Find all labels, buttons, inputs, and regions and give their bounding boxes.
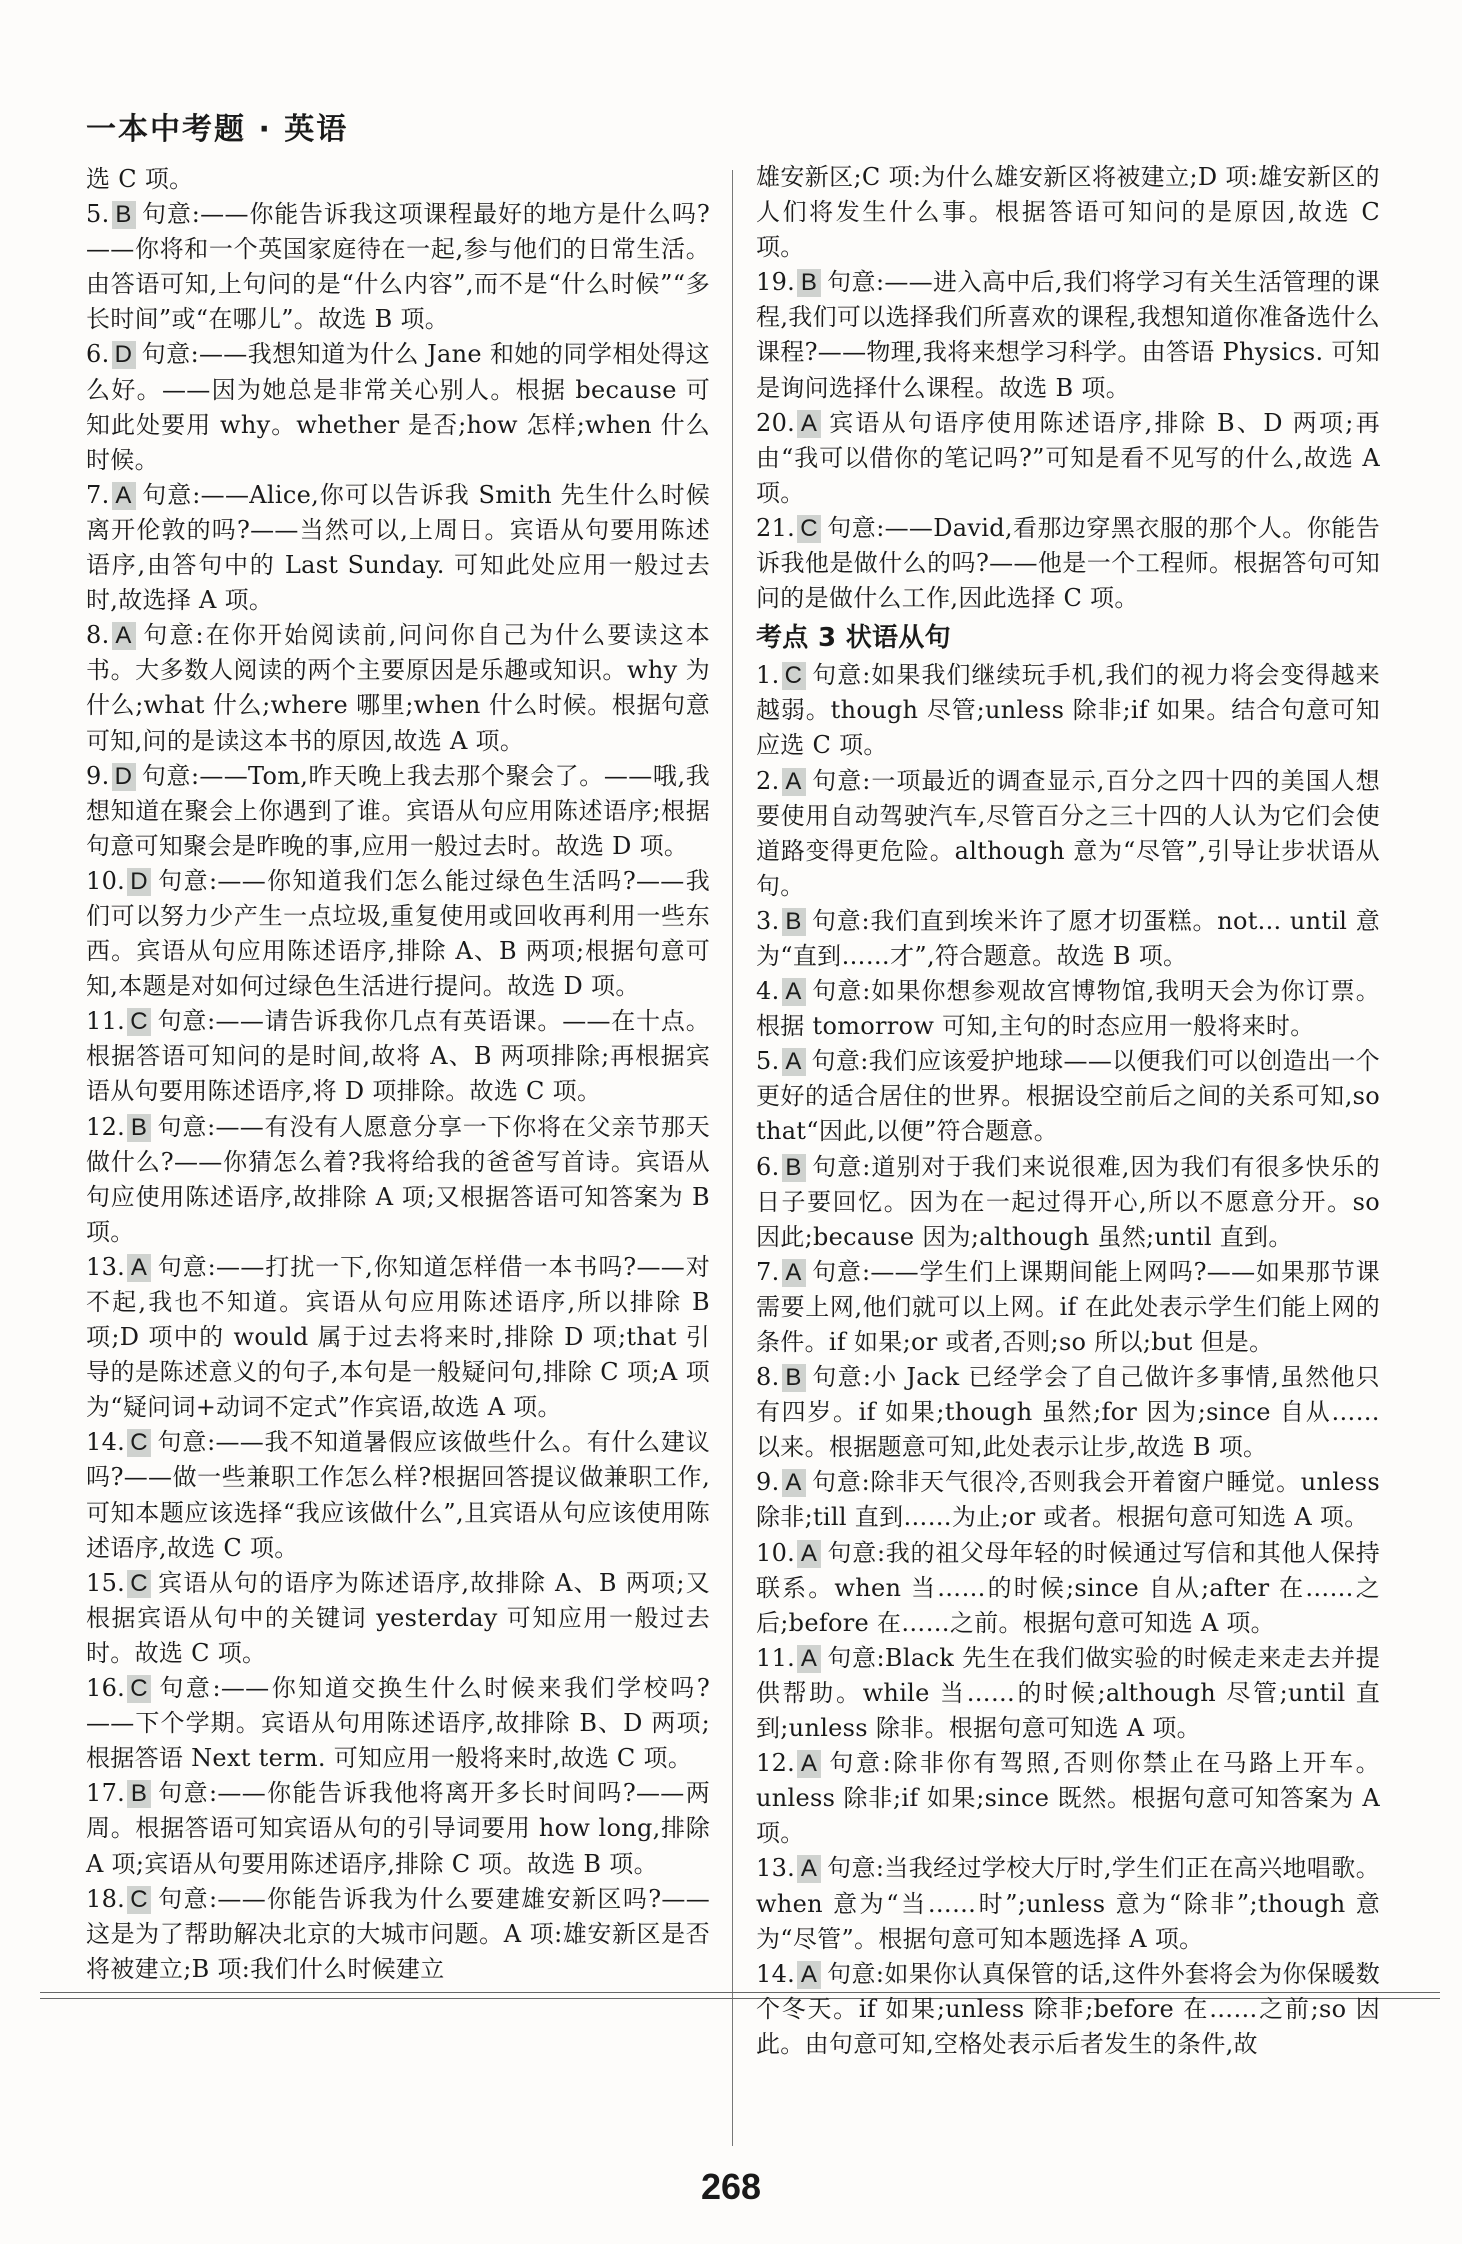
explanation-text: 句意:我们应该爱护地球——以便我们可以创造出一个更好的适合居住的世界。根据设空前后之间的关系可知,so that“因此,以便”符合题意。 — [756, 1047, 1380, 1146]
explanation-text: 雄安新区;C 项:为什么雄安新区将被建立;D 项:雄安新区的人们将发生什么事。根据答语可知问的是原因,故选 C 项。 — [756, 163, 1380, 262]
answer-letter: A — [112, 482, 136, 510]
explanation-text: 句意:——你知道交换生什么时候来我们学校吗?——下个学期。宾语从句用陈述语序,故排除 B、D 两项;根据答语 Next term. 可知应用一般将来时,故选 C 项。 — [86, 1674, 710, 1773]
answer-letter: A — [797, 1645, 821, 1673]
question-number: 21. — [756, 513, 796, 542]
question-number: 20. — [756, 408, 796, 437]
answer-entry — [86, 1776, 710, 1881]
question-number: 1. — [756, 661, 780, 690]
answer-entry — [756, 974, 1380, 1044]
left-column — [86, 162, 710, 1987]
explanation-text: 句意:我们直到埃米许了愿才切蛋糕。not... until 意为“直到……才”,符合题意。故选 B 项。 — [756, 906, 1380, 970]
answer-letter: A — [127, 1254, 151, 1282]
answer-entry — [86, 1671, 710, 1776]
explanation-text: 句意:一项最近的调查显示,百分之四十四的美国人想要使用自动驾驶汽车,尽管百分之三十四的人认为它们会使道路变得更危险。although 意为“尽管”,引导让步状语从句。 — [756, 766, 1380, 900]
question-number: 13. — [756, 1854, 796, 1883]
answer-entry — [756, 1957, 1380, 2062]
explanation-text: 句意:如果你认真保管的话,这件外套将会为你保暖数个冬天。if 如果;unless 除非;before 在……之前;so 因此。由句意可知,空格处表示后者发生的条件,故 — [756, 1959, 1380, 2058]
answer-entry — [756, 1044, 1380, 1149]
answer-letter: A — [782, 1259, 806, 1287]
answer-letter: D — [112, 763, 136, 791]
question-number: 3. — [756, 906, 780, 935]
explanation-text: 句意:道别对于我们来说很难,因为我们有很多快乐的日子要回忆。因为在一起过得开心,所以不愿意分开。so 因此;because 因为;although 虽然;until 直到。 — [756, 1152, 1380, 1251]
answer-letter: D — [112, 341, 136, 369]
answer-letter: B — [797, 269, 821, 297]
section-heading: 考点 3 状语从句 — [756, 623, 951, 654]
explanation-text: 选 C 项。 — [86, 165, 194, 193]
answer-entry — [86, 1110, 710, 1250]
question-number: 11. — [86, 1007, 126, 1036]
answer-entry — [86, 1250, 710, 1425]
explanation-text: 句意:——打扰一下,你知道怎样借一本书吗?——对不起,我也不知道。宾语从句应用陈述语序,所以排除 B 项;D 项中的 would 属于过去将来时,排除 D 项;that 引导的是陈述意义的句子,本句是一般疑问句,排除 C 项;A 项为“疑问词+动词不定式”作宾语,故选 A 项。 — [86, 1252, 710, 1422]
answer-entry — [756, 1150, 1380, 1255]
explanation-text: 句意:——Alice,你可以告诉我 Smith 先生什么时候离开伦敦的吗?——当然可以,上周日。宾语从句要用陈述语序,由答句中的 Last Sunday. 可知此处应用一般过去时,故选择 A 项。 — [86, 480, 710, 615]
right-column-bottom — [756, 658, 1380, 2062]
right-column — [756, 160, 1380, 2062]
answer-letter: C — [127, 1429, 151, 1457]
explanation-text: 句意:——我想知道为什么 Jane 和她的同学相处得这么好。——因为她总是非常关心别人。根据 because 可知此处要用 why。whether 是否;how 怎样;when 什么时候。 — [86, 340, 710, 474]
question-number: 17. — [86, 1779, 126, 1808]
answer-letter: A — [797, 410, 821, 438]
question-number: 8. — [756, 1363, 780, 1392]
explanation-text: 句意:——你知道我们怎么能过绿色生活吗?——我们可以努力少产生一点垃圾,重复使用或回收再利用一些东西。宾语从句应用陈述语序,排除 A、B 两项;根据句意可知,本题是对如何过绿色生活进行提问。故选 D 项。 — [86, 866, 710, 1001]
answer-letter: C — [127, 1675, 151, 1703]
answer-letter: B — [782, 1154, 806, 1182]
answer-letter: B — [127, 1114, 151, 1142]
answer-entry — [756, 1255, 1380, 1360]
explanation-text: 宾语从句语序使用陈述语序,排除 B、D 两项;再由“我可以借你的笔记吗?”可知是看不见写的什么,故选 A 项。 — [756, 408, 1380, 507]
answer-letter: C — [797, 515, 821, 543]
answer-letter: A — [112, 622, 136, 650]
explanation-text: 宾语从句的语序为陈述语序,故排除 A、B 两项;又根据宾语从句中的关键词 yesterday 可知应用一般过去时。故选 C 项。 — [86, 1568, 710, 1667]
explanation-text: 句意:Black 先生在我们做实验的时候走来走去并提供帮助。while 当……的时候;although 尽管;until 直到;unless 除非。根据句意可知选 A 项。 — [756, 1643, 1380, 1743]
question-number: 6. — [86, 340, 110, 369]
answer-entry — [86, 618, 710, 758]
explanation-text: 句意:——你能告诉我他将离开多长时间吗?——两周。根据答语可知宾语从句的引导词要用 how long,排除 A 项;宾语从句要用陈述语序,排除 C 项。故选 B 项。 — [86, 1779, 710, 1878]
answer-letter: C — [127, 1008, 151, 1036]
explanation-text: 句意:——David,看那边穿黑衣服的那个人。你能告诉我他是做什么的吗?——他是一个工程师。根据答句可知问的是做什么工作,因此选择 C 项。 — [756, 513, 1380, 613]
answer-entry — [86, 864, 710, 1004]
question-number: 9. — [86, 761, 110, 790]
question-number: 10. — [86, 866, 126, 895]
explanation-text: 句意:如果你想参观故宫博物馆,我明天会为你订票。根据 tomorrow 可知,主句的时态应用一般将来时。 — [756, 977, 1380, 1041]
explanation-text: 句意:——进入高中后,我们将学习有关生活管理的课程,我们可以选择我们所喜欢的课程,我想知道你准备选什么课程?——物理,我将来想学习科学。由答语 Physics. 可知是询问选择什么课程。故选 B 项。 — [756, 268, 1380, 402]
answer-letter: A — [782, 978, 806, 1006]
answer-letter: A — [797, 1540, 821, 1568]
answer-entry — [86, 197, 710, 337]
explanation-text: 句意:——有没有人愿意分享一下你将在父亲节那天做什么?——你猜怎么着?我将给我的爸爸写首诗。宾语从句应使用陈述语序,故排除 A 项;又根据答语可知答案为 B 项。 — [86, 1112, 710, 1246]
column-divider — [732, 170, 733, 2146]
answer-entry — [756, 1360, 1380, 1465]
answer-entry — [756, 1536, 1380, 1641]
question-number: 7. — [86, 480, 110, 509]
answer-letter: A — [797, 1855, 821, 1883]
answer-letter: B — [782, 1364, 806, 1392]
explanation-text: 句意:——Tom,昨天晚上我去那个聚会了。——哦,我想知道在聚会上你遇到了谁。宾语从句应用陈述语序;根据句意可知聚会是昨晚的事,应用一般过去时。故选 D 项。 — [86, 761, 710, 860]
answer-entry — [86, 759, 710, 864]
explanation-text: 句意:——你能告诉我这项课程最好的地方是什么吗?——你将和一个英国家庭待在一起,参与他们的日常生活。由答语可知,上句问的是“什么内容”,而不是“什么时候”“多长时间”或“在哪儿”。故选 B 项。 — [86, 200, 710, 334]
explanation-text: 句意:——请告诉我你几点有英语课。——在十点。根据答语可知问的是时间,故将 A、B 两项排除;再根据宾语从句要用陈述语序,将 D 项排除。故选 C 项。 — [86, 1007, 710, 1106]
question-number: 12. — [86, 1112, 126, 1141]
answer-entry — [756, 1851, 1380, 1956]
answer-entry — [756, 406, 1380, 511]
question-number: 10. — [756, 1538, 796, 1567]
question-number: 14. — [756, 1959, 796, 1988]
explanation-text: 句意:在你开始阅读前,问问你自己为什么要读这本书。大多数人阅读的两个主要原因是乐趣或知识。why 为什么;what 什么;where 哪里;when 什么时候。根据句意可知,问的是读这本书的原因,故选 A 项。 — [86, 621, 710, 755]
question-number: 6. — [756, 1152, 780, 1181]
answer-letter: B — [782, 908, 806, 936]
explanation-text: 句意:小 Jack 已经学会了自己做许多事情,虽然他只有四岁。if 如果;though 虽然;for 因为;since 自从……以来。根据题意可知,此处表示让步,故选 B 项。 — [756, 1363, 1380, 1462]
answer-entry — [86, 162, 710, 197]
answer-entry — [86, 1004, 710, 1109]
answer-letter: C — [127, 1570, 151, 1598]
answer-letter: B — [112, 201, 136, 229]
question-number: 9. — [756, 1468, 780, 1497]
answer-entry — [756, 764, 1380, 904]
answer-entry — [756, 1465, 1380, 1535]
answer-letter: A — [797, 1750, 821, 1778]
answer-letter: C — [127, 1886, 151, 1914]
question-number: 5. — [86, 200, 110, 229]
explanation-text: 句意:——我不知道暑假应该做些什么。有什么建议吗?——做一些兼职工作怎么样?根据回答提议做兼职工作,可知本题应该选择“我应该做什么”,且宾语从句应该使用陈述语序,故选 C 项。 — [86, 1428, 710, 1562]
question-number: 4. — [756, 977, 780, 1006]
page-header-title: 一本中考题 · 英语 — [86, 112, 349, 147]
question-number: 5. — [756, 1047, 780, 1076]
answer-letter: B — [127, 1780, 151, 1808]
answer-entry — [756, 658, 1380, 763]
question-number: 18. — [86, 1884, 126, 1913]
answer-entry — [86, 1425, 710, 1565]
page-number: 268 — [700, 2166, 762, 2207]
answer-letter: A — [782, 768, 806, 796]
answer-letter: D — [127, 868, 151, 896]
explanation-text: 句意:——你能告诉我为什么要建雄安新区吗?——这是为了帮助解决北京的大城市问题。A 项:雄安新区是否将被建立;B 项:我们什么时候建立 — [86, 1884, 710, 1983]
answer-entry — [86, 1566, 710, 1671]
explanation-text: 句意:当我经过学校大厅时,学生们正在高兴地唱歌。when 意为“当……时”;unless 意为“除非”;though 意为“尽管”。根据句意可知本题选择 A 项。 — [756, 1854, 1380, 1953]
answer-letter: A — [797, 1961, 821, 1989]
question-number: 11. — [756, 1643, 796, 1672]
answer-letter: C — [782, 662, 806, 690]
explanation-text: 句意:除非天气很冷,否则我会开着窗户睡觉。unless 除非;till 直到……为止;or 或者。根据句意可知选 A 项。 — [756, 1468, 1380, 1532]
answer-entry — [756, 265, 1380, 405]
explanation-text: 句意:我的祖父母年轻的时候通过写信和其他人保持联系。when 当……的时候;since 自从;after 在……之后;before 在……之前。根据句意可知选 A 项。 — [756, 1538, 1380, 1637]
answer-entry — [756, 160, 1380, 265]
question-number: 19. — [756, 268, 796, 297]
explanation-text: 句意:如果我们继续玩手机,我们的视力将会变得越来越弱。though 尽管;unless 除非;if 如果。结合句意可知应选 C 项。 — [756, 661, 1380, 760]
answer-entry — [756, 904, 1380, 974]
question-number: 8. — [86, 621, 110, 650]
question-number: 14. — [86, 1428, 126, 1457]
answer-letter: A — [782, 1469, 806, 1497]
question-number: 13. — [86, 1252, 126, 1281]
answer-entry — [756, 511, 1380, 616]
explanation-text: 句意:——学生们上课期间能上网吗?——如果那节课需要上网,他们就可以上网。if 在此处表示学生们能上网的条件。if 如果;or 或者,否则;so 所以;but 但是。 — [756, 1257, 1380, 1356]
answer-entry — [756, 1746, 1380, 1851]
answer-entry — [86, 478, 710, 618]
question-number: 7. — [756, 1257, 780, 1286]
question-number: 2. — [756, 766, 780, 795]
answer-letter: A — [782, 1048, 806, 1076]
explanation-text: 句意:除非你有驾照,否则你禁止在马路上开车。unless 除非;if 如果;since 既然。根据句意可知答案为 A 项。 — [756, 1749, 1380, 1848]
answer-entry — [86, 1882, 710, 1987]
answer-entry — [86, 337, 710, 477]
question-number: 16. — [86, 1674, 126, 1703]
question-number: 15. — [86, 1568, 126, 1597]
answer-entry — [756, 1641, 1380, 1746]
right-column-top — [756, 160, 1380, 616]
question-number: 12. — [756, 1749, 796, 1778]
